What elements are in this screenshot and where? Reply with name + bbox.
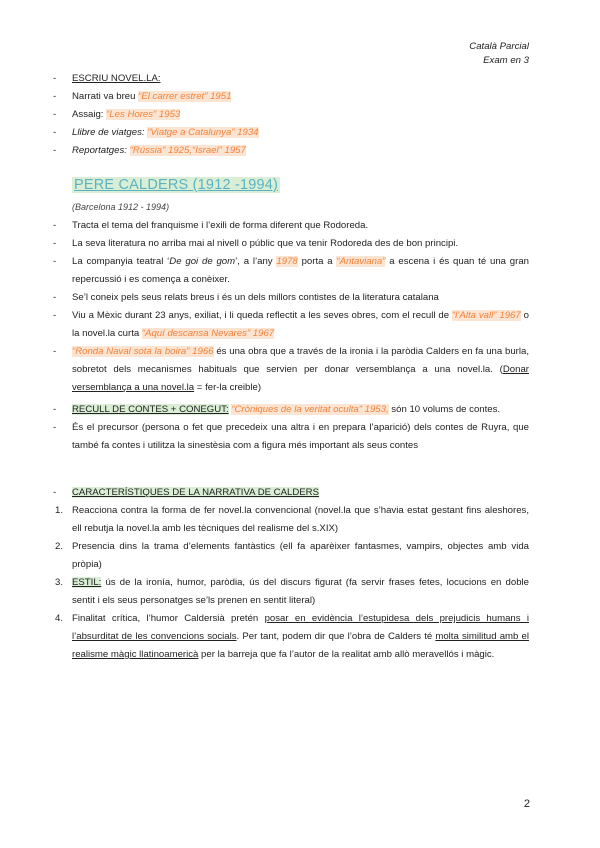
list-item: - Assaig: “Les Hores” 1953 [53, 109, 181, 120]
list-item: - La seva literatura no arriba mai al nivell o públic que va tenir Rodoreda des de bon principi. [53, 238, 459, 249]
list-item: - Tracta el tema del franquisme i l’exili de forma diferent que Rodoreda. [53, 220, 369, 231]
bio-text: = fer-la creible) [194, 382, 262, 393]
list-item: - CARACTERÍSTIQUES DE LA NARRATIVA DE CALDERS [53, 487, 320, 498]
bio-list [0, 217, 600, 397]
list-item: - Narrati va breu “El carrer estret” 1951 [53, 91, 232, 102]
work-title: “l’Alta vall” 1967 [451, 310, 521, 321]
style-label: ESTIL: [72, 577, 102, 588]
bio-text: o la novel.la curta [72, 310, 529, 339]
list-item: - ESCRIU NOVEL.LA: [53, 73, 161, 84]
work-title: “El carrer estret” 1951 [138, 91, 232, 102]
list-item: - Reportatges: “Rússia” 1925,“Israel” 1957 [53, 145, 246, 156]
work-type: Reportatges: [72, 145, 130, 156]
item-text: . Per tant, podem dir que l’obra de Calders té [236, 631, 436, 642]
item-text: per la barreja que fa l’autor de la realitat amb allò meravellós i màgic. [198, 649, 495, 660]
item-number: 2. [55, 541, 64, 552]
work-title: “Cròniques de la veritat oculta” 1953, [231, 404, 389, 415]
stories-heading: RECULL DE CONTES + CONEGUT: [72, 404, 229, 415]
item-number: 4. [55, 613, 64, 624]
section-title: PERE CALDERS (1912 -1994) [74, 177, 279, 193]
item-text: Finalitat crítica, l’humor Caldersià pretén [72, 613, 265, 624]
item-text: Reacciona contra la forma de fer novel.la convencional (novel.la que s’havia estat gestant fins aleshores, ell rebutja la novel.la amb les tècniques del realisme del s.XIX) [72, 505, 529, 534]
year-highlight: 1978 [276, 256, 298, 267]
work-title: “Rússia” 1925,“Israel” 1957 [129, 145, 246, 156]
work-type: Narrati va breu [72, 91, 139, 102]
bio-text: És el precursor (persona o fet que precedeix una altra i en prepara l’aparició) dels contes de Ruyra, que també fa contes i utilitza la sinestèsia com a figura més important als seus contes [72, 422, 529, 451]
bio-text: Tracta el tema del franquisme i l’exili de forma diferent que Rodoreda. [72, 220, 369, 231]
underlined-phrase: molta similitud amb el realisme màgic llatinoamericà [72, 631, 529, 660]
bio-text: a escena i és quan té una gran repercussió i es comença a conèixer. [72, 256, 529, 285]
header-exam: Exam en 3 [483, 55, 529, 66]
bio-text: Viu a Mèxic durant 23 anys, exiliat, i li queda reflectit a les seves obres, com el recull de [72, 310, 452, 321]
theatre-company: De goi de gom [169, 256, 236, 267]
section-subtitle: (Barcelona 1912 - 1994) [72, 202, 170, 212]
list-item: - Llibre de viatges: “Viatge a Catalunya” 1934 [53, 127, 259, 138]
item-number: 3. [55, 577, 64, 588]
header-subject: Català Parcial [469, 41, 529, 52]
list-item: - Viu a Mèxic durant 23 anys, exiliat, i li queda reflectit a les seves obres, com el recull de “l’Alta vall” 1967 o la novel.la curta “Aquí descansa Nevares” 1967 [53, 310, 529, 339]
bio-text: és una obra que a través de la ironia i la paròdia Calders en fa una burla, sobretot dels mecanismes habituals que servien per donar versemblança a una novel.la. ( [72, 346, 530, 375]
characteristics-heading: CARACTERÍSTIQUES DE LA NARRATIVA DE CALDERS [72, 487, 320, 498]
characteristics-list [0, 484, 600, 664]
list-item: - “Ronda Naval sota la boira” 1966 és una obra que a través de la ironia i la paròdia Calders en fa una burla, sobretot dels mecanismes habituals que servien per donar versemblança a una novel.la. (Donar versemblança a una novel.la = fer-la creible) [53, 346, 530, 393]
works-heading: ESCRIU NOVEL.LA: [72, 73, 161, 84]
definition-term: Donar versemblança a una novel.la [72, 364, 529, 393]
list-item: - Se’l coneix pels seus relats breus i és un dels millors contistes de la literatura catalana [53, 292, 439, 303]
bio-text: La companyia teatral ‘ [72, 256, 170, 267]
page-number: 2 [523, 798, 530, 810]
bio-text: Se’l coneix pels seus relats breus i és un dels millors contistes de la literatura catalana [72, 292, 439, 303]
bio-text: ’, a l’any [235, 256, 277, 267]
work-title: “Viatge a Catalunya” 1934 [147, 127, 259, 138]
bio-text: porta a [297, 256, 337, 267]
list-item: - RECULL DE CONTES + CONEGUT: “Cròniques de la veritat oculta” 1953, són 10 volums de contes. [53, 404, 501, 415]
list-item: - És el precursor (persona o fet que precedeix una altra i en prepara l’aparició) dels contes de Ruyra, que també fa contes i utilitza la sinestèsia com a figura més important als seus contes [53, 422, 529, 451]
work-type: Llibre de viatges: [72, 127, 148, 138]
stories-list [0, 401, 600, 455]
list-item [0, 502, 600, 538]
work-title: “Aquí descansa Nevares” 1967 [141, 328, 275, 339]
list-item [0, 610, 600, 664]
bio-text: són 10 volums de contes. [388, 404, 501, 415]
item-number: 1. [55, 505, 64, 516]
work-type: Assaig: [72, 109, 107, 120]
list-item [0, 538, 600, 574]
work-title: “Ronda Naval sota la boira” 1966 [72, 346, 214, 357]
work-title: “Antaviana” [336, 256, 386, 267]
item-text: Presencia dins la trama d’elements fantàstics (ell fa aparèixer fantasmes, vampirs, objectes amb vida pròpia) [72, 541, 529, 570]
works-list [0, 70, 600, 160]
underlined-phrase: posar en evidència l’estupidesa dels prejudicis humans i l’absurditat de les convencions socials [72, 613, 529, 642]
page-header [469, 40, 529, 68]
bio-text: La seva literatura no arriba mai al nivell o públic que va tenir Rodoreda des de bon principi. [72, 238, 459, 249]
work-title: “Les Hores” 1953 [106, 109, 181, 120]
list-item [0, 574, 600, 610]
item-text: ús de la ironía, humor, paròdia, ús del discurs figurat (fa servir frases fetes, locucions en doble sentit i els seus personatges se’ls prenen en sentit literal) [72, 577, 529, 606]
list-item: - La companyia teatral ‘De goi de gom’, a l’any 1978 porta a “Antaviana” a escena i és quan té una gran repercussió i es comença a conèixer. [53, 256, 529, 285]
